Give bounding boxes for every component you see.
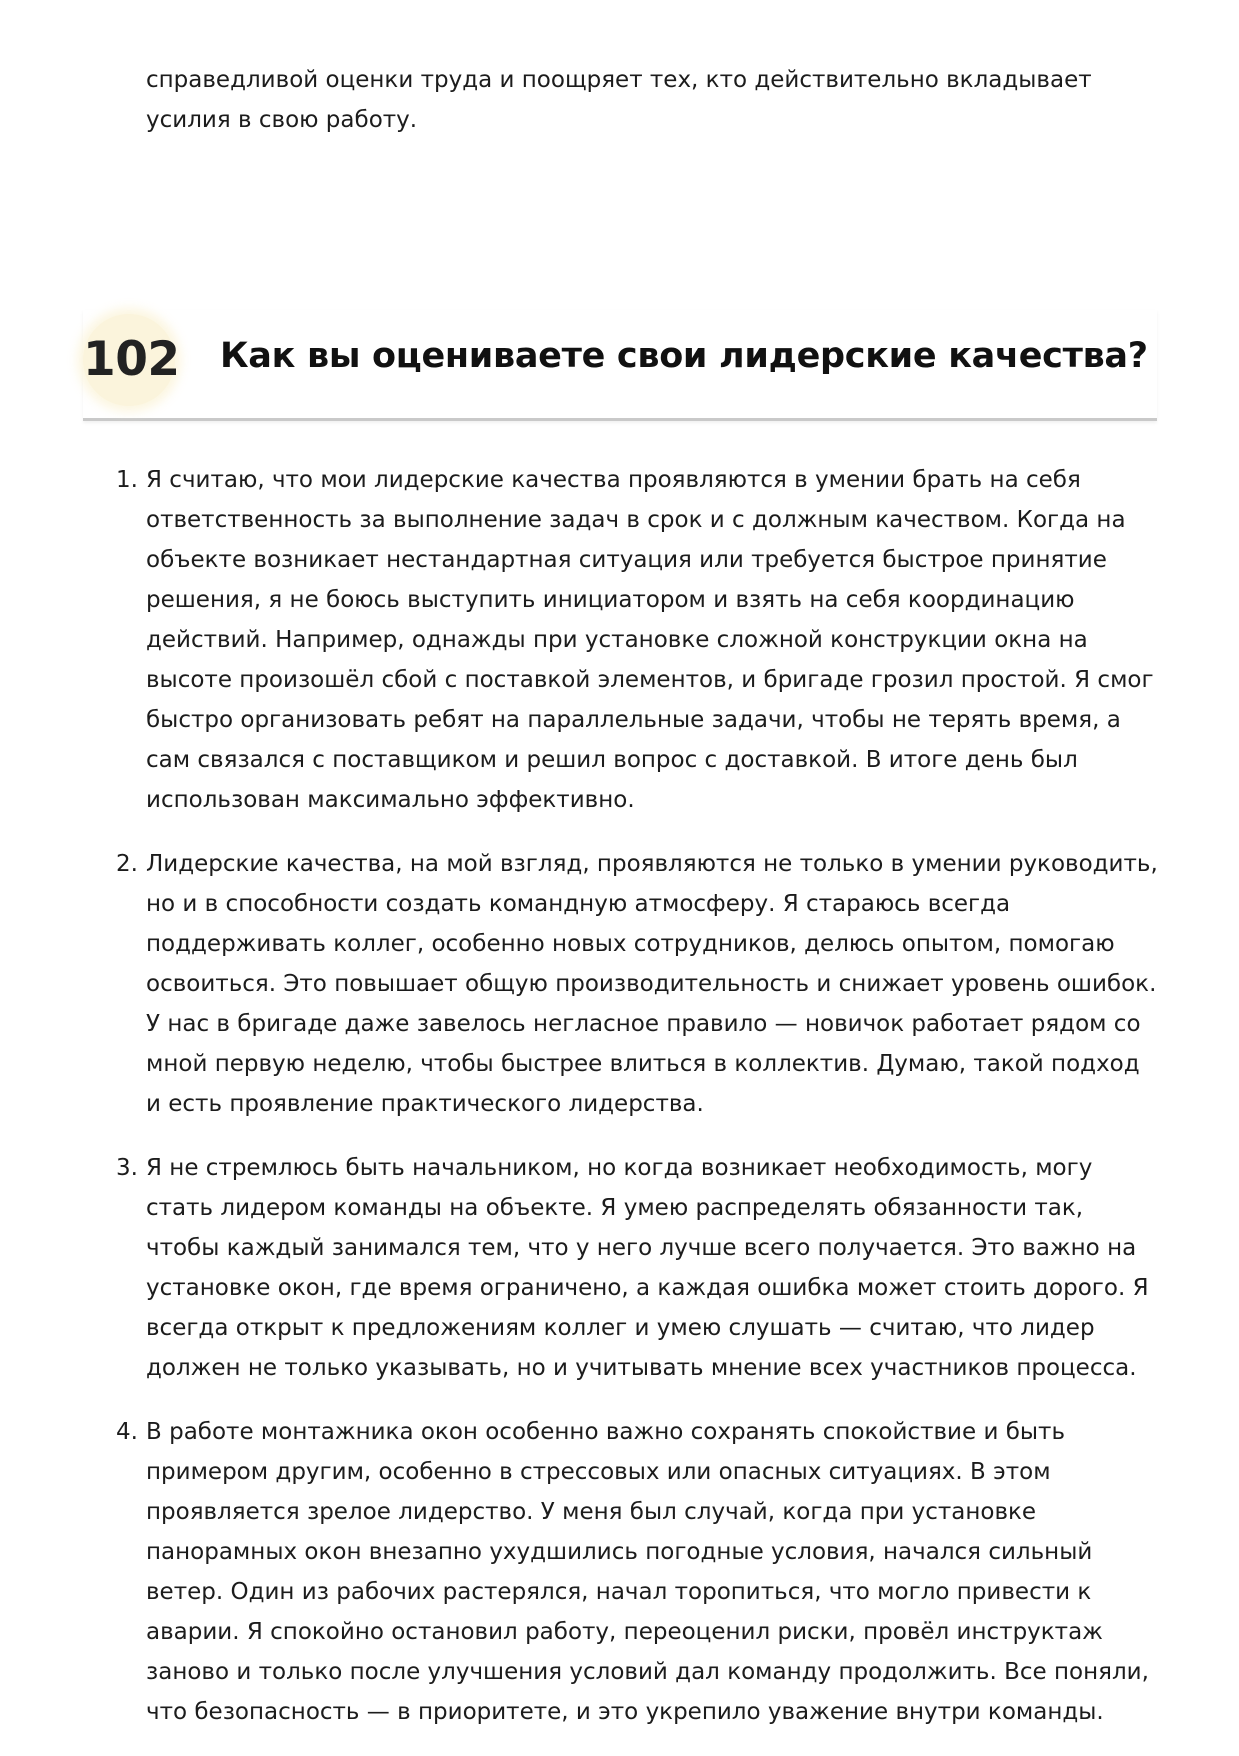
answer-item: [116, 844, 1158, 1124]
answer-text: Лидерские качества, на мой взгляд, проявляются не только в умении руководить, но и в способности создать командную атмосферу. Я стараюсь всегда поддерживать коллег, особенно новых сотрудников, делюсь опытом, помогаю освоиться. Это повышает общую производительность и снижает уровень ошибок. У нас в бригаде даже завелось негласное правило — новичок работает рядом со мной первую неделю, чтобы быстрее влиться в коллектив. Думаю, такой подход и есть проявление практического лидерства.: [146, 851, 1158, 1117]
answer-item: [116, 1148, 1158, 1388]
answer-item: [116, 460, 1158, 820]
answer-number: 4.: [116, 1419, 138, 1445]
question-title: Как вы оцениваете свои лидерские качества?: [220, 336, 1148, 376]
answer-number: 3.: [116, 1155, 138, 1181]
answer-text: Я считаю, что мои лидерские качества проявляются в умении брать на себя ответственность за выполнение задач в срок и с должным качеством. Когда на объекте возникает нестандартная ситуация или требуется быстрое принятие решения, я не боюсь выступить инициатором и взять на себя координацию действий. Например, однажды при установке сложной конструкции окна на высоте произошёл сбой с поставкой элементов, и бригаде грозил простой. Я смог быстро организовать ребят на параллельные задачи, чтобы не терять время, а сам связался с поставщиком и решил вопрос с доставкой. В итоге день был использован максимально эффективно.: [146, 467, 1154, 813]
intro-paragraph: справедливой оценки труда и поощряет тех, кто действительно вкладывает усилия в свою работу.: [146, 67, 1092, 133]
answer-list: [116, 460, 1158, 1756]
question-header: [83, 310, 1157, 421]
answer-number: 1.: [116, 467, 138, 493]
answer-text: Я не стремлюсь быть начальником, но когда возникает необходимость, могу стать лидером команды на объекте. Я умею распределять обязанности так, чтобы каждый занимался тем, что у него лучше всего получается. Это важно на установке окон, где время ограничено, а каждая ошибка может стоить дорого. Я всегда открыт к предложениям коллег и умею слушать — считаю, что лидер должен не только указывать, но и учитывать мнение всех участников процесса.: [146, 1155, 1149, 1381]
answer-item: [116, 1412, 1158, 1732]
question-number-badge: 102: [83, 314, 175, 406]
answer-text: В работе монтажника окон особенно важно сохранять спокойствие и быть примером другим, особенно в стрессовых или опасных ситуациях. В этом проявляется зрелое лидерство. У меня был случай, когда при установке панорамных окон внезапно ухудшились погодные условия, начался сильный ветер. Один из рабочих растерялся, начал торопиться, что могло привести к аварии. Я спокойно остановил работу, переоценил риски, провёл инструктаж заново и только после улучшения условий дал команду продолжить. Все поняли, что безопасность — в приоритете, и это укрепило уважение внутри команды.: [146, 1419, 1149, 1725]
answer-number: 2.: [116, 851, 138, 877]
